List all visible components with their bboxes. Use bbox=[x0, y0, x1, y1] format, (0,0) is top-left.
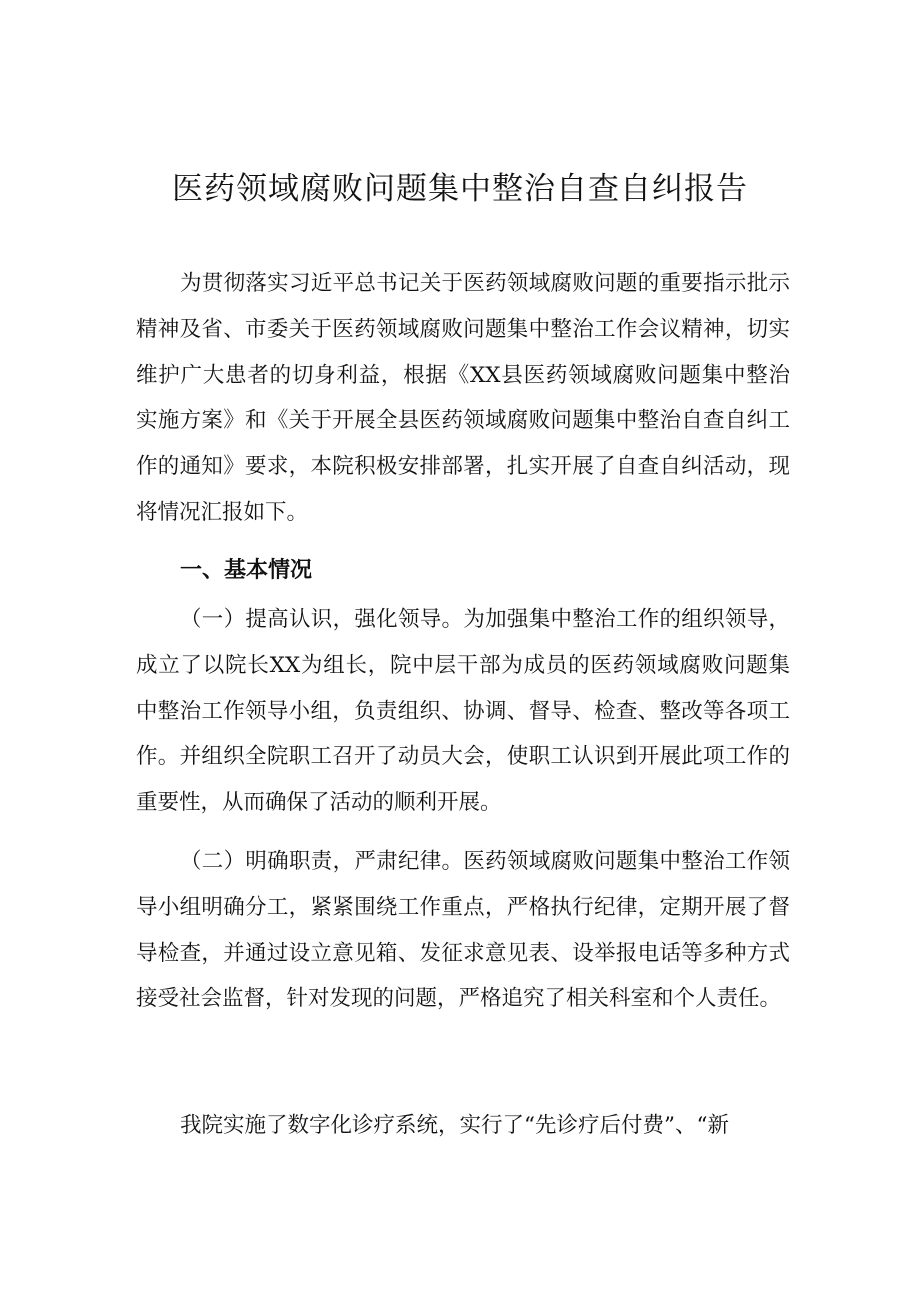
section-heading-basic-situation: 一、基本情况 bbox=[180, 558, 313, 583]
paragraph-clarify-duties: （二）明确职责，严肃纪律。医药领域腐败问题集中整治工作领导小组明确分工，紧紧围绕工作重点，严格执行纪律，定期开展了督导检查，并通过设立意见箱、发征求意见表、设举报电话等多种方式接受社会监督，针对发现的问题，严格追究了相关科室和个人责任。 bbox=[136, 849, 790, 1012]
intro-paragraph: 为贯彻落实习近平总书记关于医药领域腐败问题的重要指示批示精神及省、市委关于医药领域腐败问题集中整治工作会议精神，切实维护广大患者的切身利益，根据《XX县医药领域腐败问题集中整治实施方案》和《关于开展全县医药领域腐败问题集中整治自查自纠工作的通知》要求，本院积极安排部署，扎实开展了自查自纠活动，现将情况汇报如下。 bbox=[136, 271, 790, 525]
document-title: 医药领域腐败问题集中整治自查自纠报告 bbox=[172, 171, 748, 207]
paragraph-raise-awareness: （一）提高认识，强化领导。为加强集中整治工作的组织领导，成立了以院长XX为组长，院中层干部为成员的医药领域腐败问题集中整治工作领导小组，负责组织、协调、督导、检查、整改等各项工作。并组织全院职工召开了动员大会，使职工认识到开展此项工作的重要性，从而确保了活动的顺利开展。 bbox=[136, 607, 790, 816]
paragraph-digital-system: 我院实施了数字化诊疗系统，实行了“先诊疗后付费”、“新 bbox=[180, 1113, 729, 1138]
